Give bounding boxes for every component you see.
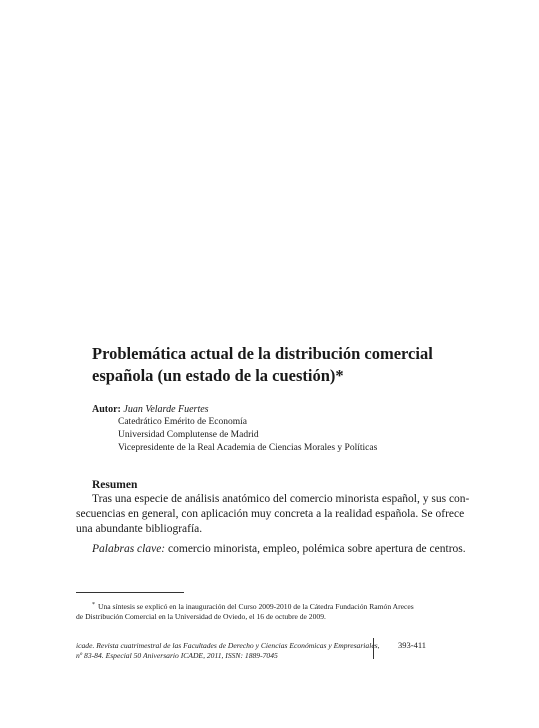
abstract-heading: Resumen (92, 479, 138, 491)
footnote-rule (76, 592, 184, 593)
affiliation-3: Vicepresidente de la Real Academia de Ciencias Morales y Políticas (118, 443, 378, 453)
keywords (92, 542, 466, 557)
author-label: Autor: (92, 404, 121, 415)
article-title (92, 343, 492, 387)
affiliation-1: Catedrático Emérito de Economía (118, 417, 247, 427)
footnote (76, 600, 436, 622)
affiliation-2: Universidad Complutense de Madrid (118, 430, 259, 440)
footnote-text-1: Una síntesis se explicó en la inauguración del Curso 2009-2010 de la Cátedra Fundación Ramón Areces (98, 602, 414, 611)
abstract-line-1: Tras una especie de análisis anatómico del comercio minorista español, y sus con- (92, 493, 470, 505)
footnote-marker: * (92, 602, 95, 608)
title-line-2: española (un estado de la cuestión)* (92, 366, 344, 385)
abstract-line-2: secuencias en general, con aplicación muy concreta a la realidad española. Se ofrece (76, 508, 465, 520)
footnote-line-2: de Distribución Comercial en la Universidad de Oviedo, el 16 de octubre de 2009. (76, 612, 326, 621)
footer-citation (76, 641, 380, 661)
abstract-line-3: una abundante bibliografía. (76, 523, 203, 535)
title-line-1: Problemática actual de la distribución comercial (92, 344, 433, 363)
footer-divider (373, 638, 374, 659)
citation-line-1: icade. Revista cuatrimestral de las Facultades de Derecho y Ciencias Económicas y Empresariales, (76, 641, 380, 650)
citation-line-2: nº 83-84. Especial 50 Aniversario ICADE, 2011, ISSN: 1889-7045 (76, 651, 278, 660)
keywords-text: comercio minorista, empleo, polémica sobre apertura de centros. (168, 543, 466, 555)
footnote-line-1 (76, 600, 436, 612)
author-name: Juan Velarde Fuertes (123, 404, 209, 415)
keywords-label: Palabras clave: (92, 543, 166, 555)
page-range: 393-411 (398, 640, 427, 650)
abstract-body (76, 492, 470, 537)
author-line (92, 403, 209, 416)
